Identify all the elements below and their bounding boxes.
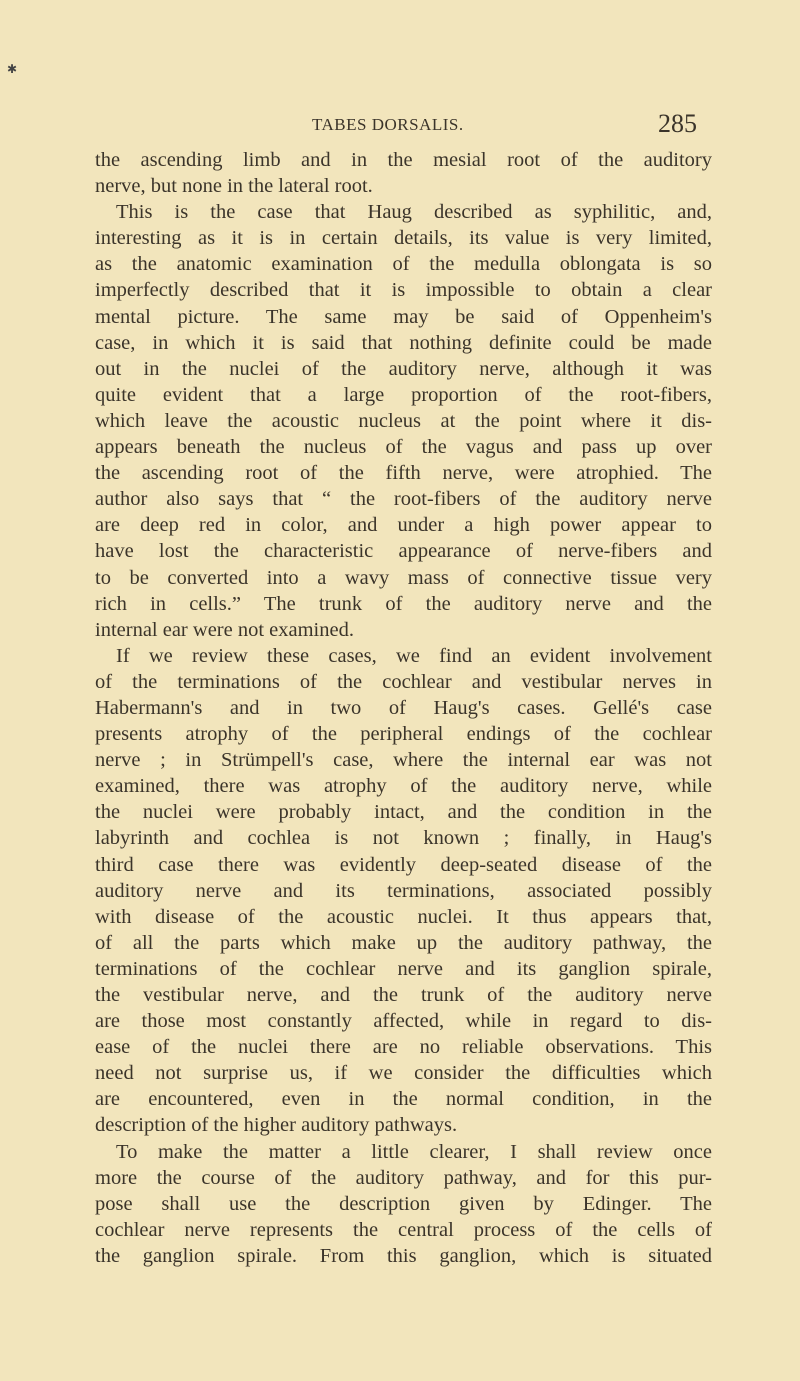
- text-line: pose shall use the description given by Edinger. The: [95, 1192, 712, 1215]
- text-line: are those most constantly affected, while in regard to dis-: [95, 1010, 712, 1033]
- text-line: mental picture. The same may be said of Oppenheim's: [95, 305, 712, 328]
- text-line: terminations of the cochlear nerve and its ganglion spirale,: [95, 957, 712, 980]
- text-line: the ascending root of the fifth nerve, were atrophied. The: [95, 462, 712, 485]
- text-line: as the anatomic examination of the medulla oblongata is so: [95, 253, 712, 276]
- text-line: are deep red in color, and under a high power appear to: [95, 514, 712, 537]
- text-line: the vestibular nerve, and the trunk of the auditory nerve: [95, 984, 712, 1006]
- text-line: To make the matter a little clearer, I shall review once: [116, 1140, 712, 1163]
- text-line: of the terminations of the cochlear and vestibular nerves in: [95, 670, 712, 693]
- text-line: are encountered, even in the normal condition, in the: [95, 1088, 712, 1111]
- text-line: rich in cells.” The trunk of the auditory nerve and the: [95, 592, 712, 615]
- text-line: auditory nerve and its terminations, associated possibly: [95, 879, 712, 902]
- text-line: nerve ; in Strümpell's case, where the internal ear was not: [95, 749, 712, 772]
- text-line: more the course of the auditory pathway, and for this pur-: [95, 1166, 712, 1189]
- text-line: description of the higher auditory pathways.: [95, 1114, 458, 1137]
- text-line: presents atrophy of the peripheral endings of the cochlear: [95, 723, 712, 746]
- text-line: appears beneath the nucleus of the vagus and pass up over: [95, 436, 712, 459]
- text-line: the nuclei were probably intact, and the condition in the: [95, 801, 712, 824]
- text-line: of all the parts which make up the auditory pathway, the: [95, 931, 712, 954]
- text-line: quite evident that a large proportion of the root-fibers,: [95, 383, 712, 406]
- text-line: with disease of the acoustic nuclei. It thus appears that,: [95, 905, 712, 928]
- text-line: out in the nuclei of the auditory nerve, although it was: [95, 357, 712, 380]
- text-line: need not surprise us, if we consider the difficulties which: [95, 1062, 712, 1085]
- text-line: Habermann's and in two of Haug's cases. Gellé's case: [95, 696, 712, 719]
- text-line: cochlear nerve represents the central process of the cells of: [95, 1218, 712, 1241]
- page-number: 285: [658, 109, 697, 138]
- text-line: author also says that “ the root-fibers of the auditory nerve: [95, 488, 712, 511]
- margin-mark: ✱: [7, 62, 18, 76]
- text-line: examined, there was atrophy of the auditory nerve, while: [95, 775, 712, 798]
- page-header: [0, 109, 800, 141]
- running-title: TABES DORSALIS.: [312, 115, 464, 134]
- text-line: case, in which it is said that nothing definite could be made: [95, 331, 712, 354]
- body-text: [95, 147, 712, 1269]
- text-line: have lost the characteristic appearance of nerve-fibers and: [95, 540, 712, 563]
- text-line: third case there was evidently deep-seated disease of the: [95, 853, 712, 876]
- text-line: internal ear were not examined.: [95, 618, 354, 641]
- text-line: to be converted into a wavy mass of connective tissue very: [95, 566, 712, 589]
- text-line: imperfectly described that it is impossible to obtain a clear: [95, 279, 712, 302]
- text-line: ease of the nuclei there are no reliable observations. This: [95, 1036, 712, 1059]
- text-line: the ascending limb and in the mesial root of the auditory: [95, 149, 712, 171]
- text-line: which leave the acoustic nucleus at the point where it dis-: [95, 409, 712, 432]
- text-line: the ganglion spirale. From this ganglion, which is situated: [95, 1244, 712, 1267]
- text-line: interesting as it is in certain details, its value is very limited,: [95, 227, 712, 250]
- text-line: This is the case that Haug described as syphilitic, and,: [116, 201, 712, 224]
- text-line: labyrinth and cochlea is not known ; finally, in Haug's: [95, 827, 712, 850]
- text-line: If we review these cases, we find an evident involvement: [116, 644, 712, 667]
- text-line: nerve, but none in the lateral root.: [95, 175, 373, 198]
